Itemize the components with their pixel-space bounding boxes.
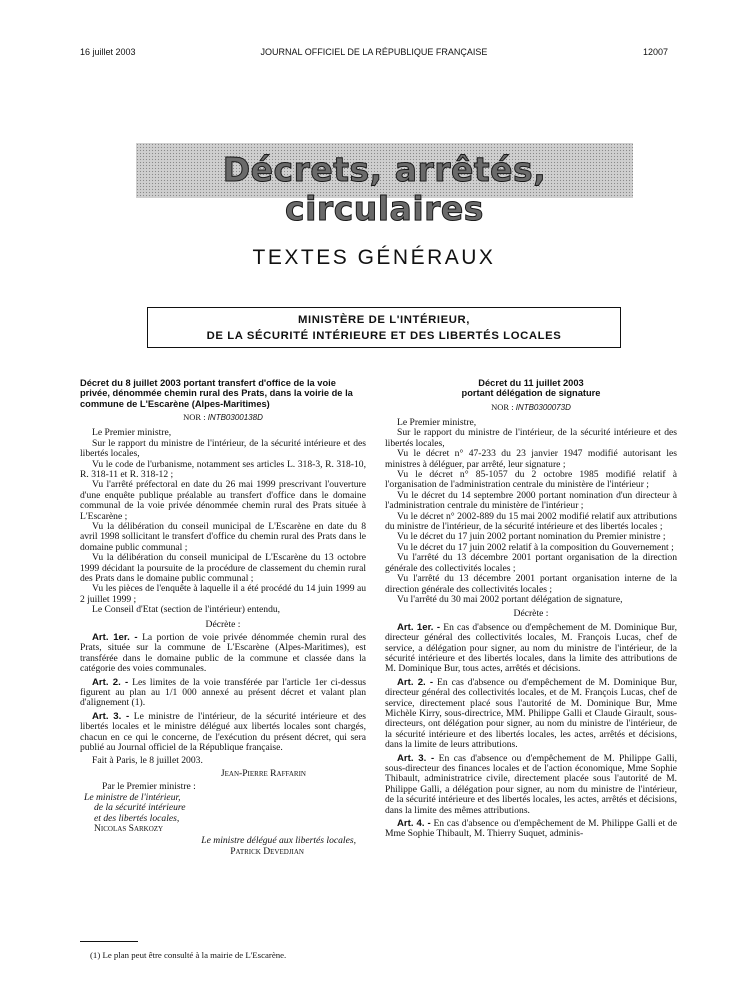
nor-reference — [80, 412, 366, 423]
ministry-line-1: MINISTÈRE DE L'INTÉRIEUR, — [297, 314, 471, 326]
paragraph: Vu la délibération du conseil municipal de L'Escarène en date du 8 avril 1998 sollicitant le transfert d'office du chemin rural des Prats dans le domaine public communal ; — [80, 520, 366, 553]
decree-subtitle: portant délégation de signature — [461, 388, 601, 399]
header-date: 16 juillet 2003 — [80, 47, 136, 57]
article-label: Art. 2. - — [397, 676, 434, 688]
paragraph: Sur le rapport du ministre de l'intérieur, de la sécurité intérieure et des libertés locales, — [385, 427, 677, 449]
right-column — [385, 378, 677, 840]
article — [385, 623, 677, 675]
article — [385, 678, 677, 751]
article-text: La portion de voie privée dénommée chemin rural des Prats, située sur la commune de L'Escarène (Alpes-Maritimes), est transférée dans le domaine public de la commune et classée dans la catégorie des voies communales. — [80, 632, 366, 675]
nor-code: INTB0300073D — [515, 402, 571, 412]
footnote: (1) Le plan peut être consulté à la mairie de L'Escarène. — [90, 950, 287, 960]
section-heading: TEXTES GÉNÉRAUX — [252, 246, 496, 269]
nor-label: NOR : — [183, 411, 206, 422]
minister-title-line: et des libertés locales, — [94, 812, 180, 824]
article-label: Art. 4. - — [397, 818, 431, 830]
paragraph: Vu le décret n° 47-233 du 23 janvier 1947 modifié autorisant les ministres à déléguer, par arrêté, leur signature ; — [385, 448, 677, 470]
nor-label: NOR : — [491, 401, 514, 412]
paragraph: Vu le décret du 17 juin 2002 relatif à la composition du Gouvernement ; — [397, 541, 674, 553]
article — [385, 819, 677, 840]
article-text: En cas d'absence ou d'empêchement de M. Dominique Bur, directeur général des collectivités locales, M. François Lucas, chef de service, a délégation pour signer, au nom du ministre de l'intérieur, de la sécurité intérieure et des libertés locales, dans la limite des attributions de M. Dominique Bur, tous actes, arrêtés et décisions. — [385, 621, 677, 675]
article — [80, 712, 366, 754]
signature-minister: Nicolas Sarkozy — [94, 822, 164, 834]
signature-delegate-minister: Patrick Devedjian — [230, 845, 304, 857]
banner-title: Décrets, arrêtés, circulaires — [222, 150, 547, 228]
paragraph: Vu l'arrêté préfectoral en date du 26 mai 1999 prescrivant l'ouverture d'une enquête publique préalable au transfert d'office dans le domaine communal de la voie privée dénommée chemin rural des Prats située à L'Escarène ; — [80, 479, 366, 522]
page-header — [80, 47, 668, 61]
paragraph: Sur le rapport du ministre de l'intérieur, de la sécurité intérieure et des libertés locales, — [80, 437, 366, 460]
par-line: Par le Premier ministre : — [102, 781, 196, 793]
article-text: Le ministre de l'intérieur, de la sécurité intérieure et des libertés locales et le ministre délégué aux libertés locales sont chargés, chacun en ce qui le concerne, de l'exécution du présent décret, qui sera publié au Journal officiel de la République française. — [80, 710, 366, 754]
decrete-heading: Décrète : — [205, 618, 241, 630]
article-text: En cas d'absence ou d'empêchement de M. Philippe Galli, sous-directeur des finances locales et de l'action économique, Mme Sophie Thibault, administratrice civile, directement placée sous l'autorité de M. Philippe Galli, a délégation pour signer, au nom du ministre de l'intérieur, de la sécurité intérieure et des libertés locales, les actes, arrêtés et décisions, dans la limite des mêmes attributions. — [385, 752, 678, 816]
footnote-rule — [80, 941, 138, 942]
nor-reference — [385, 402, 677, 413]
signature-prime-minister: Jean-Pierre Raffarin — [220, 767, 306, 779]
article-text: En cas d'absence ou d'empêchement de M. Philippe Galli et de Mme Sophie Thibault, M. Thierry Suquet, adminis- — [385, 818, 677, 840]
article-text: Les limites de la voie transférée par l'article 1er ci-dessus figurent au plan au 1/1 000 annexé au présent décret et valant plan d'alignement (1). — [80, 676, 366, 709]
article-label: Art. 3. - — [92, 710, 130, 722]
ministry-box — [147, 307, 621, 348]
article-label: Art. 2. - — [92, 676, 129, 688]
delegate-minister-title: Le ministre délégué aux libertés locales, — [201, 835, 356, 847]
paragraph: Le Conseil d'Etat (section de l'intérieur) entendu, — [92, 604, 281, 616]
header-journal: JOURNAL OFFICIEL DE LA RÉPUBLIQUE FRANÇAISE — [260, 47, 488, 57]
paragraph: Le Premier ministre, — [92, 427, 172, 439]
paragraph: Vu le décret du 17 juin 2002 portant nomination du Premier ministre ; — [397, 531, 666, 543]
header-page-number: 12007 — [642, 47, 668, 57]
article — [80, 633, 366, 675]
article — [80, 678, 366, 709]
article-label: Art. 1er. - — [397, 621, 441, 633]
decree-title: Décret du 11 juillet 2003 — [478, 378, 584, 388]
article-text: En cas d'absence ou d'empêchement de M. Dominique Bur, directeur général des collectivités locales, et de M. François Lucas, chef de service, directement placé sous l'autorité de M. Dominique Bur, Mme Michèle Kirry, sous-directrice, MM. Philippe Galli et Claude Girault, sous-directeurs, ont délégation pour signer, au nom du ministre de l'intérieur, de la sécurité intérieure et des libertés locales, les actes, arrêtés et décisions, dans la limite de leurs attributions. — [385, 676, 677, 751]
article — [385, 754, 677, 816]
paragraph: Vu l'arrêté du 13 décembre 2001 portant organisation interne de la direction générale des collectivités locales ; — [385, 573, 677, 595]
nor-code: INTB0300138D — [207, 412, 263, 422]
left-column — [80, 378, 366, 857]
section-banner — [136, 143, 633, 228]
minister-title-line: Le ministre de l'intérieur, — [84, 791, 181, 803]
paragraph: Vu le décret du 14 septembre 2000 portant nomination d'un directeur à l'administration centrale du ministère de l'intérieur ; — [385, 489, 677, 512]
decree-title: Décret du 8 juillet 2003 portant transfert d'office de la voie privée, dénommée chemin rural des Prats, dans la voirie de la commune de L'Escarène (Alpes-Maritimes) — [80, 378, 353, 409]
paragraph: Vu l'arrêté du 13 décembre 2001 portant organisation de la direction générale des collectivités locales ; — [385, 552, 677, 574]
paragraph: Vu les pièces de l'enquête à laquelle il a été procédé du 14 juin 1999 au 2 juillet 1999 ; — [80, 583, 366, 605]
paragraph: Le Premier ministre, — [397, 417, 477, 428]
paragraph: Vu la délibération du conseil municipal de L'Escarène du 13 octobre 1999 décidant la poursuite de la procédure de classement du chemin rural des Prats dans le domaine public communal ; — [80, 552, 366, 584]
ministry-line-2: DE LA SÉCURITÉ INTÉRIEURE ET DES LIBERTÉS LOCALES — [206, 330, 562, 342]
paragraph: Vu l'arrêté du 30 mai 2002 portant délégation de signature, — [397, 593, 623, 605]
done-at: Fait à Paris, le 8 juillet 2003. — [92, 755, 203, 767]
paragraph: Vu le code de l'urbanisme, notamment ses articles L. 318-3, R. 318-10, R. 318-11 et R. 318-12 ; — [80, 458, 366, 480]
decrete-heading: Décrète : — [513, 608, 549, 620]
article-label: Art. 1er. - — [92, 632, 138, 644]
article-label: Art. 3. - — [397, 752, 435, 764]
paragraph: Vu le décret n° 85-1057 du 2 octobre 1985 modifié relatif à l'organisation de l'administration centrale du ministère de l'intérieur ; — [385, 469, 677, 491]
minister-title-line: de la sécurité intérieure — [94, 802, 186, 814]
paragraph: Vu le décret n° 2002-889 du 15 mai 2002 modifié relatif aux attributions du ministre de l'intérieur, de la sécurité intérieure et des libertés locales ; — [385, 510, 677, 533]
